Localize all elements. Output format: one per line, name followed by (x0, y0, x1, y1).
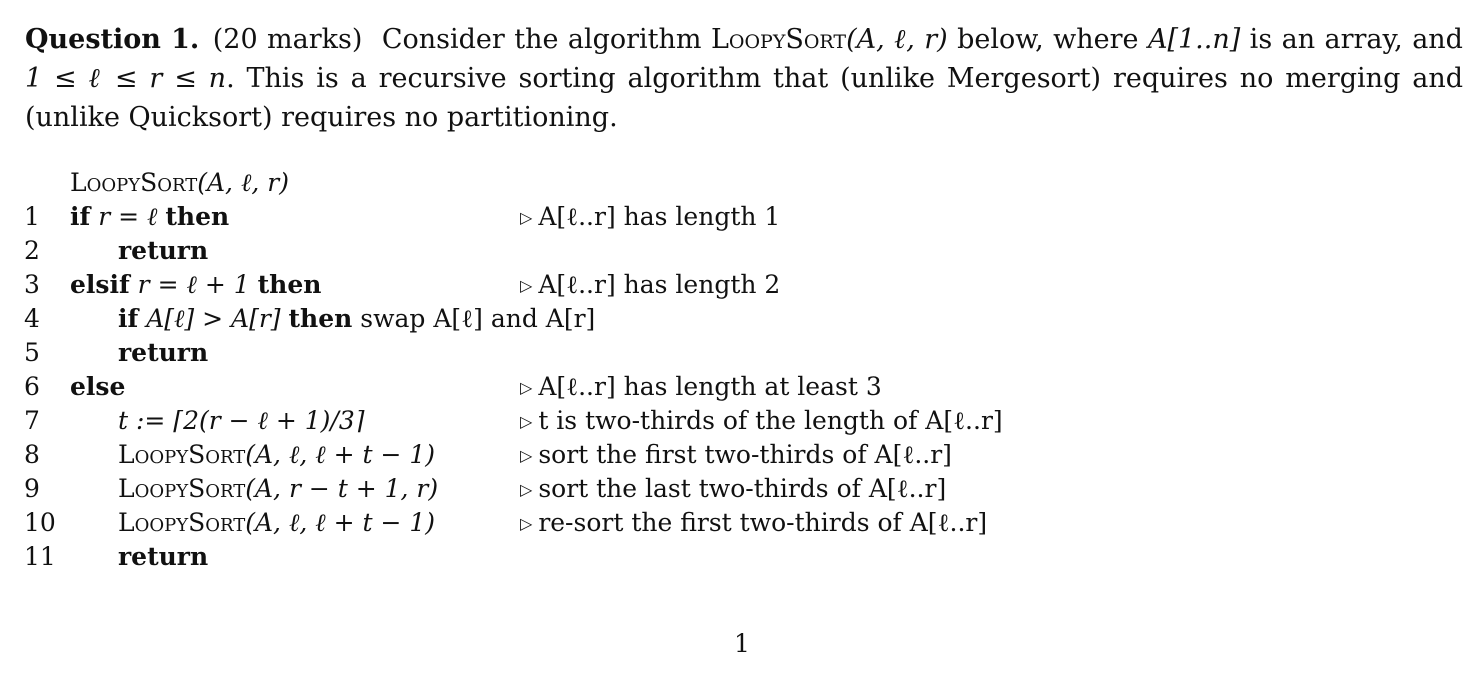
procedure-call-name: LoopySort (118, 508, 246, 537)
pseudocode-line (0, 302, 1484, 336)
keyword: if (118, 304, 139, 333)
line-number: 6 (24, 372, 40, 401)
procedure-call-args: (A, ℓ, ℓ + t − 1) (245, 508, 436, 537)
question-text-part: . This is a recursive sorting algorithm that (unlike Mergesort) requires no merging and (unlike Quicksort) requires no partitioning. (25, 63, 1463, 133)
keyword: return (118, 236, 209, 265)
pseudocode-line (0, 200, 1484, 234)
pseudocode-line (0, 234, 1484, 268)
pseudocode-header (0, 166, 1484, 200)
pseudocode-line (0, 336, 1484, 370)
comment-text: sort the first two-thirds of A[ℓ..r] (538, 440, 952, 469)
keyword: then (288, 304, 353, 333)
line-number: 4 (24, 304, 40, 333)
pseudocode-line (0, 506, 1484, 540)
comment-text: re-sort the first two-thirds of A[ℓ..r] (538, 508, 988, 537)
comment-triangle-icon: ▷ (520, 514, 533, 533)
algorithm-name-inline: LoopySort (710, 24, 847, 55)
question-text-part: below, where (947, 24, 1148, 55)
keyword: return (118, 338, 209, 367)
comment-triangle-icon: ▷ (520, 446, 533, 465)
procedure-call-args: (A, r − t + 1, r) (245, 474, 439, 503)
line-comment (520, 438, 952, 473)
pseudocode-line (0, 472, 1484, 506)
line-number: 11 (24, 542, 56, 571)
line-number: 7 (24, 406, 40, 435)
line-number: 10 (24, 508, 56, 537)
line-comment (520, 506, 987, 541)
line-code (118, 234, 208, 268)
line-code (118, 472, 438, 506)
line-comment (520, 200, 780, 235)
line-number: 9 (24, 474, 40, 503)
question-marks: (20 marks) (212, 24, 363, 55)
comment-text: sort the last two-thirds of A[ℓ..r] (538, 474, 947, 503)
question-text-part: is an array, and (1240, 24, 1463, 55)
comment-triangle-icon: ▷ (520, 276, 533, 295)
keyword: then (257, 270, 322, 299)
keyword: else (70, 372, 126, 401)
comment-text: A[ℓ..r] has length at least 3 (538, 372, 882, 401)
comment-triangle-icon: ▷ (520, 208, 533, 227)
line-comment (520, 404, 1003, 439)
expression: r = ℓ + 1 (129, 270, 258, 299)
line-code (118, 540, 208, 574)
procedure-args: (A, ℓ, r) (197, 168, 289, 197)
array-range-inline: A[1..n] (1147, 24, 1241, 55)
line-comment (520, 370, 882, 405)
pseudocode-line (0, 438, 1484, 472)
expression: A[ℓ] > A[r] (138, 304, 289, 333)
expression: r = ℓ (90, 202, 166, 231)
line-comment (520, 472, 946, 507)
line-number: 8 (24, 440, 40, 469)
pseudocode-block (0, 166, 1484, 574)
line-comment (520, 268, 780, 303)
line-code (118, 506, 435, 540)
line-code (70, 200, 229, 234)
pseudocode-line (0, 404, 1484, 438)
procedure-signature (70, 166, 289, 200)
keyword: return (118, 542, 209, 571)
procedure-call-name: LoopySort (118, 474, 246, 503)
comment-triangle-icon: ▷ (520, 480, 533, 499)
line-code (70, 370, 125, 404)
pseudocode-line (0, 268, 1484, 302)
line-number: 3 (24, 270, 40, 299)
line-code (70, 268, 321, 302)
line-code (118, 302, 595, 336)
keyword: if (70, 202, 91, 231)
index-constraint-inline: 1 ≤ ℓ ≤ r ≤ n (25, 63, 227, 94)
comment-text: t is two-thirds of the length of A[ℓ..r] (538, 406, 1003, 435)
comment-triangle-icon: ▷ (520, 378, 533, 397)
comment-triangle-icon: ▷ (520, 412, 533, 431)
line-number: 2 (24, 236, 40, 265)
statement-text: swap A[ℓ] and A[r] (352, 304, 596, 333)
keyword: then (165, 202, 230, 231)
keyword: elsif (70, 270, 130, 299)
comment-text: A[ℓ..r] has length 1 (538, 202, 781, 231)
question-text-part: Consider the algorithm (381, 24, 711, 55)
procedure-call-name: LoopySort (118, 440, 246, 469)
question-label: Question 1. (25, 24, 200, 55)
pseudocode-line (0, 370, 1484, 404)
line-code (118, 438, 435, 472)
pseudocode-line (0, 540, 1484, 574)
line-number: 5 (24, 338, 40, 367)
line-number: 1 (24, 202, 40, 231)
procedure-name: LoopySort (70, 168, 198, 197)
algorithm-args-inline: (A, ℓ, r) (846, 24, 948, 55)
expression: t := ⌈2(r − ℓ + 1)/3⌉ (118, 406, 365, 435)
page-number: 1 (734, 629, 750, 658)
line-code (118, 336, 208, 370)
question-paragraph (25, 20, 1463, 137)
comment-text: A[ℓ..r] has length 2 (538, 270, 781, 299)
line-code (118, 404, 365, 438)
procedure-call-args: (A, ℓ, ℓ + t − 1) (245, 440, 436, 469)
